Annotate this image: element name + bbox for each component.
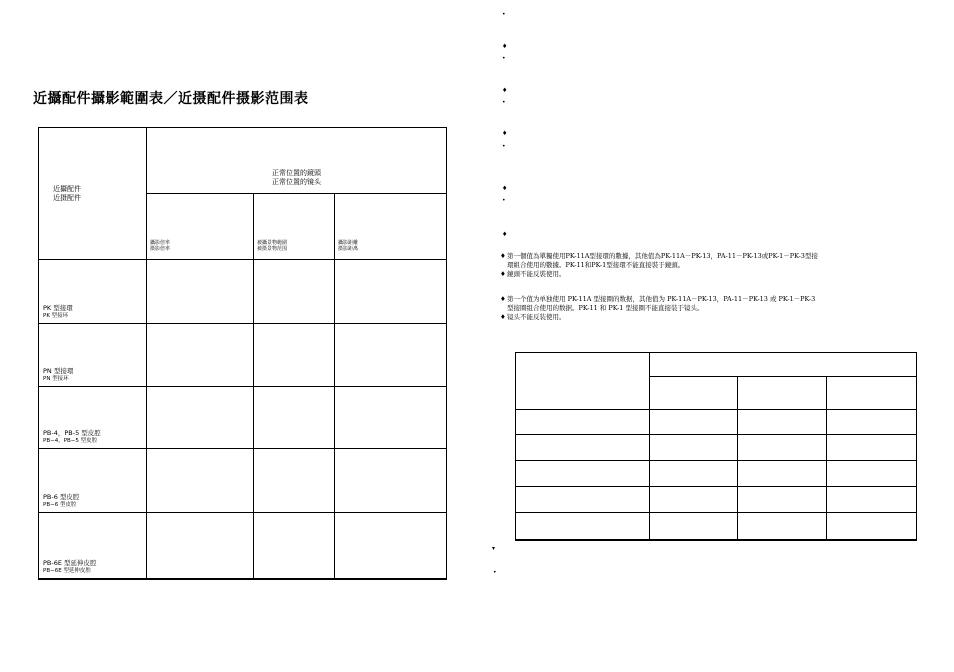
column-header-subject-range: 被攝景物範圍 被摄景物范围 — [254, 194, 335, 260]
table-row — [39, 387, 447, 449]
note-simplified: ♦第一个值为单独使用 PK-11A 型接圈的数据，其他值为 PK-11A－PK-13，PA-11－PK-13 或 PK-1－PK-3 型接圈组合使用的数据。PK-11 和 PK-1 型接圈不能直接装于镜头。 ♦镜头不能反装使用。 — [500, 295, 816, 321]
table-row — [516, 513, 917, 540]
bullet-marker: ♦ — [502, 231, 508, 238]
bullet-marker: ▾ — [492, 545, 496, 552]
table-row — [39, 513, 447, 579]
note-traditional: ♦第一個值為單獨使用PK-11A型接環的數據，其他值為PK-11A－PK-13，PA-11－PK-13或PK-1－PK-3型接 環組合使用的數據。PK-11和PK-1型接環不能直接裝于鏡頭。 ♦鏡頭不能反裝使用。 — [500, 252, 818, 278]
table-row — [39, 260, 447, 324]
bullet-marker: • — [493, 569, 497, 576]
column-header-distance: 攝影距離 摄影距离 — [335, 194, 447, 260]
accessory-header: 近攝配件 近摄配件 — [39, 128, 147, 260]
close-up-range-table — [38, 127, 447, 580]
lens-header: 正常位置的鏡頭 正常位置的镜头 — [147, 128, 447, 194]
bullet-marker: • — [502, 99, 506, 106]
table-row — [516, 410, 917, 435]
accessory-name: PB-6E 型延伸皮腔 PB−6E 型延伸皮腔 — [39, 513, 147, 579]
bullet-marker: ♦ — [502, 130, 508, 137]
page-title: 近攝配件攝影範圍表／近摄配件摄影范围表 — [33, 91, 309, 107]
table-row — [516, 487, 917, 513]
bullet-marker: • — [502, 143, 506, 150]
accessory-name: PN 型接環 PN 型接环 — [39, 324, 147, 387]
bullet-marker: ♦ — [502, 185, 508, 192]
column-header-magnification: 攝影倍率 摄影倍率 — [147, 194, 254, 260]
empty-data-table — [515, 352, 917, 541]
accessory-name: PK 型接環 PK 型接环 — [39, 260, 147, 324]
table-row — [516, 461, 917, 487]
bullet-marker: • — [502, 55, 506, 62]
table-row — [516, 435, 917, 461]
bullet-marker: • — [502, 197, 506, 204]
bullet-marker: ♦ — [502, 43, 508, 50]
bullet-marker: • — [502, 11, 506, 18]
right-page — [477, 0, 954, 672]
bullet-marker: ♦ — [502, 87, 508, 94]
table-row — [39, 449, 447, 513]
table-row — [39, 324, 447, 387]
accessory-name: PB-4，PB-5 型皮腔 PB−4，PB−5 型皮腔 — [39, 387, 147, 449]
accessory-name: PB-6 型皮腔 PB−6 型皮腔 — [39, 449, 147, 513]
